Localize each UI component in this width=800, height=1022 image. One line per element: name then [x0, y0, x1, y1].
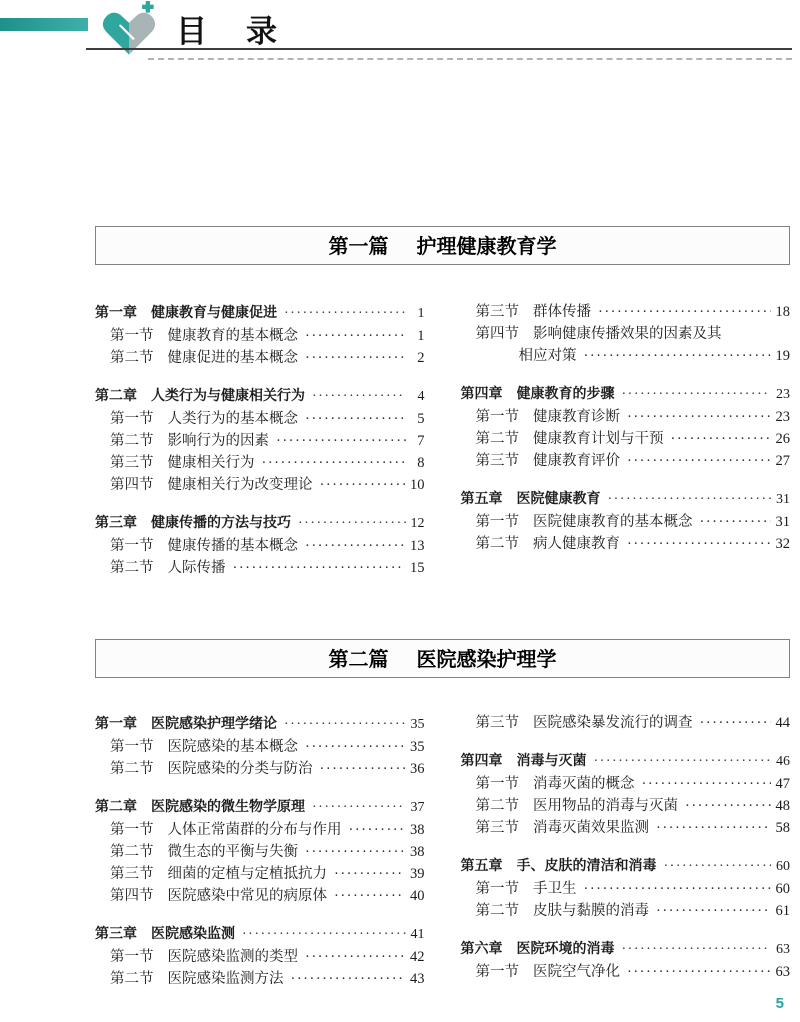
entry-title: 医院感染的基本概念 [167, 739, 298, 755]
entry-title: 健康教育与健康促进 [151, 304, 277, 320]
entry-page: 41 [410, 927, 425, 942]
dot-leader [305, 408, 406, 430]
entry-number: 第一章 [95, 715, 137, 731]
toc-entry-section [95, 841, 425, 863]
dot-leader [262, 452, 406, 474]
entry-page: 12 [410, 516, 425, 531]
dot-leader [291, 968, 406, 990]
entry-title: 消毒灭菌的概念 [533, 776, 635, 792]
entry-page: 4 [417, 389, 425, 404]
dot-leader [298, 513, 406, 535]
toc-entry-section [95, 758, 425, 780]
toc-entry-chapter [461, 937, 791, 961]
handshake-heart-icon [92, 1, 166, 59]
dot-leader [656, 900, 771, 922]
dot-leader [627, 533, 771, 555]
dot-leader [334, 863, 405, 885]
entry-page: 38 [410, 822, 425, 838]
dot-leader [608, 489, 772, 511]
entry-page: 35 [410, 717, 425, 732]
dot-leader [622, 939, 772, 961]
entry-number: 第四节 [475, 326, 519, 342]
dot-leader [627, 961, 771, 983]
entry-title: 健康教育计划与干预 [533, 431, 664, 447]
toc-entry-section [95, 819, 425, 841]
entry-page: 44 [775, 715, 790, 731]
toc-entry-section [95, 885, 425, 907]
entry-number: 第一章 [95, 304, 137, 320]
dot-leader [627, 406, 771, 428]
toc-entry-section [461, 428, 791, 450]
toc-entry-section [461, 712, 791, 734]
entry-number: 第三章 [95, 514, 137, 530]
dot-leader [305, 841, 405, 863]
entry-title: 健康教育的步骤 [516, 385, 615, 401]
entry-number: 第一节 [110, 411, 154, 427]
toc-column-right [461, 712, 791, 990]
entry-number: 第二节 [475, 798, 519, 814]
toc-entry-section [461, 323, 791, 345]
dot-leader [320, 474, 406, 496]
part-banner [95, 639, 790, 678]
entry-title: 医院感染护理学绪论 [151, 715, 277, 731]
entry-number: 第一节 [475, 514, 519, 530]
toc-column-left [95, 301, 425, 579]
entry-number: 第一节 [475, 881, 519, 897]
toc-entry-section [461, 301, 791, 323]
part-title: 护理健康教育学 [416, 236, 557, 258]
entry-page: 27 [775, 453, 790, 469]
entry-page: 1 [417, 306, 425, 321]
toc-entry-section [461, 961, 791, 983]
toc-entry-continuation [461, 345, 791, 367]
publisher-logo [92, 1, 166, 59]
entry-page: 23 [776, 387, 790, 402]
entry-number: 第二节 [110, 350, 154, 366]
entry-page: 10 [410, 477, 425, 493]
toc-entry-section [461, 450, 791, 472]
entry-number: 第三章 [95, 925, 137, 941]
entry-title: 手、皮肤的清洁和消毒 [516, 857, 657, 873]
entry-page: 46 [776, 754, 790, 769]
entry-number: 第三节 [475, 304, 519, 320]
toc-entry-section [461, 406, 791, 428]
dot-leader [305, 736, 405, 758]
entry-title-continued: 相应对策 [518, 348, 577, 364]
toc-entry-chapter [95, 384, 425, 408]
accent-bar [0, 18, 88, 31]
entry-page: 48 [775, 798, 790, 814]
entry-number: 第一节 [110, 538, 154, 554]
entry-page: 42 [410, 949, 425, 965]
entry-number: 第三节 [110, 866, 154, 882]
entry-page: 2 [417, 350, 425, 366]
entry-number: 第六章 [460, 940, 503, 956]
entry-number: 第一节 [110, 822, 154, 838]
entry-title: 人体正常菌群的分布与作用 [167, 822, 342, 838]
part-1 [95, 226, 790, 579]
entry-number: 第二节 [475, 536, 519, 552]
toc-entry-section [95, 430, 425, 452]
entry-number: 第一节 [475, 776, 519, 792]
entry-number: 第四节 [110, 888, 154, 904]
entry-title: 医用物品的消毒与灭菌 [533, 798, 678, 814]
toc-entry-chapter [461, 382, 791, 406]
entry-page: 63 [775, 964, 790, 980]
page-number: 5 [775, 995, 784, 1012]
dot-leader [685, 795, 771, 817]
entry-page: 35 [410, 739, 425, 755]
entry-number: 第四节 [110, 477, 154, 493]
entry-title: 健康相关行为 [167, 455, 255, 471]
dot-leader [242, 924, 406, 946]
entry-page: 8 [417, 455, 425, 471]
toc-entry-section [95, 736, 425, 758]
entry-title: 健康传播的方法与技巧 [151, 514, 291, 530]
entry-page: 31 [776, 492, 790, 507]
toc-entry-section [95, 863, 425, 885]
entry-page: 13 [410, 538, 425, 554]
dot-leader [284, 303, 406, 325]
entry-title: 健康促进的基本概念 [167, 350, 298, 366]
entry-number: 第二节 [475, 903, 519, 919]
entry-number: 第二节 [475, 431, 519, 447]
toc-entry-section [461, 817, 791, 839]
toc-entry-section [95, 946, 425, 968]
entry-title: 皮肤与黏膜的消毒 [533, 903, 649, 919]
dot-leader [700, 511, 771, 533]
entry-page: 40 [410, 888, 425, 904]
header-rule [86, 48, 792, 50]
entry-page: 18 [775, 304, 790, 320]
entry-number: 第一节 [475, 964, 519, 980]
dot-leader [276, 430, 406, 452]
entry-number: 第二节 [110, 433, 154, 449]
entry-title: 影响健康传播效果的因素及其 [533, 326, 722, 342]
entry-number: 第五章 [460, 490, 503, 506]
entry-title: 医院感染监测 [151, 925, 235, 941]
toc-entry-section [95, 535, 425, 557]
entry-number: 第三节 [475, 453, 519, 469]
entry-page: 19 [775, 348, 790, 364]
dot-leader [642, 773, 771, 795]
entry-title: 群体传播 [533, 304, 591, 320]
dot-leader [349, 819, 406, 841]
toc-column-left [95, 712, 425, 990]
toc-columns [95, 712, 790, 990]
toc-entry-section [95, 408, 425, 430]
entry-page: 39 [410, 866, 425, 882]
dot-leader [334, 885, 405, 907]
entry-number: 第三节 [475, 715, 519, 731]
dot-leader [312, 797, 406, 819]
entry-title: 病人健康教育 [533, 536, 620, 552]
entry-title: 医院感染的分类与防治 [167, 761, 313, 777]
dot-leader [584, 878, 771, 900]
entry-page: 60 [776, 859, 790, 874]
part-number: 第二篇 [328, 649, 389, 671]
part-2 [95, 639, 790, 990]
entry-title: 医院感染监测方法 [167, 971, 284, 987]
entry-number: 第一节 [110, 328, 154, 344]
dot-leader [312, 386, 406, 408]
dot-leader [656, 817, 771, 839]
entry-title: 影响行为的因素 [167, 433, 269, 449]
part-number: 第一篇 [328, 236, 389, 258]
entry-number: 第五章 [460, 857, 503, 873]
entry-title: 消毒灭菌效果监测 [533, 820, 649, 836]
entry-title: 健康教育的基本概念 [167, 328, 298, 344]
toc-entry-section [461, 773, 791, 795]
toc-entry-chapter [461, 487, 791, 511]
toc-entry-section [461, 533, 791, 555]
entry-page: 58 [775, 820, 790, 836]
part-banner [95, 226, 790, 265]
toc-entry-chapter [461, 854, 791, 878]
dot-leader [305, 946, 405, 968]
entry-title: 健康相关行为改变理论 [167, 477, 313, 493]
entry-page: 31 [775, 514, 790, 530]
entry-page: 23 [775, 409, 790, 425]
entry-title: 细菌的定植与定植抵抗力 [167, 866, 327, 882]
entry-number: 第一节 [110, 739, 154, 755]
toc-entry-section [95, 325, 425, 347]
entry-number: 第二章 [95, 387, 137, 403]
toc-entry-section [461, 878, 791, 900]
entry-title: 医院环境的消毒 [516, 940, 615, 956]
entry-title: 医院感染暴发流行的调查 [533, 715, 693, 731]
entry-title: 健康教育评价 [533, 453, 620, 469]
entry-title: 人际传播 [167, 560, 226, 576]
toc-columns [95, 301, 790, 579]
entry-page: 26 [775, 431, 790, 447]
toc-content [95, 226, 790, 990]
toc-entry-section [95, 557, 425, 579]
toc-entry-section [95, 968, 425, 990]
dot-leader [598, 301, 771, 323]
entry-number: 第二节 [110, 560, 154, 576]
dot-leader [622, 384, 772, 406]
toc-entry-chapter [95, 301, 425, 325]
entry-title: 医院感染中常见的病原体 [167, 888, 327, 904]
toc-entry-section [95, 452, 425, 474]
entry-page: 5 [417, 411, 425, 427]
dot-leader [664, 856, 772, 878]
dot-leader [305, 325, 406, 347]
entry-number: 第四章 [460, 385, 503, 401]
entry-number: 第二节 [110, 761, 154, 777]
dot-leader [305, 535, 405, 557]
entry-page: 38 [410, 844, 425, 860]
toc-entry-chapter [95, 922, 425, 946]
entry-page: 15 [410, 560, 425, 576]
entry-page: 7 [417, 433, 425, 449]
dot-leader [284, 714, 406, 736]
entry-page: 1 [417, 328, 425, 344]
entry-page: 47 [775, 776, 790, 792]
entry-page: 43 [410, 971, 425, 987]
toc-entry-section [95, 347, 425, 369]
entry-page: 63 [776, 942, 790, 957]
toc-entry-chapter [95, 712, 425, 736]
toc-column-right [461, 301, 791, 579]
entry-title: 微生态的平衡与失衡 [167, 844, 298, 860]
dot-leader [305, 347, 406, 369]
entry-page: 60 [775, 881, 790, 897]
toc-entry-chapter [95, 795, 425, 819]
toc-entry-chapter [461, 749, 791, 773]
page-title: 目 录 [176, 14, 281, 49]
toc-entry-section [461, 795, 791, 817]
entry-number: 第一节 [475, 409, 519, 425]
entry-number: 第三节 [110, 455, 154, 471]
entry-page: 37 [410, 800, 425, 815]
entry-number: 第二节 [110, 844, 154, 860]
entry-title: 医院健康教育的基本概念 [533, 514, 693, 530]
entry-title: 消毒与灭菌 [516, 752, 587, 768]
entry-number: 第一节 [110, 949, 154, 965]
entry-number: 第四章 [460, 752, 503, 768]
entry-page: 61 [775, 903, 790, 919]
entry-number: 第三节 [475, 820, 519, 836]
dot-leader [233, 557, 406, 579]
part-title: 医院感染护理学 [416, 649, 557, 671]
dot-leader [594, 751, 772, 773]
entry-title: 人类行为的基本概念 [167, 411, 298, 427]
entry-title: 医院空气净化 [533, 964, 620, 980]
dot-leader [671, 428, 771, 450]
entry-title: 手卫生 [533, 881, 577, 897]
toc-entry-section [461, 900, 791, 922]
toc-entry-section [461, 511, 791, 533]
entry-number: 第二章 [95, 798, 137, 814]
entry-title: 医院感染的微生物学原理 [151, 798, 305, 814]
entry-title: 医院感染监测的类型 [167, 949, 298, 965]
dot-leader [627, 450, 771, 472]
dot-leader [584, 345, 771, 367]
dot-leader [700, 712, 771, 734]
header-dashed-rule [148, 58, 792, 60]
entry-title: 人类行为与健康相关行为 [151, 387, 305, 403]
dot-leader [320, 758, 406, 780]
toc-entry-section [95, 474, 425, 496]
toc-entry-chapter [95, 511, 425, 535]
entry-page: 32 [775, 536, 790, 552]
entry-title: 医院健康教育 [516, 490, 601, 506]
entry-title: 健康传播的基本概念 [167, 538, 298, 554]
entry-number: 第二节 [110, 971, 154, 987]
entry-title: 健康教育诊断 [533, 409, 620, 425]
entry-page: 36 [410, 761, 425, 777]
